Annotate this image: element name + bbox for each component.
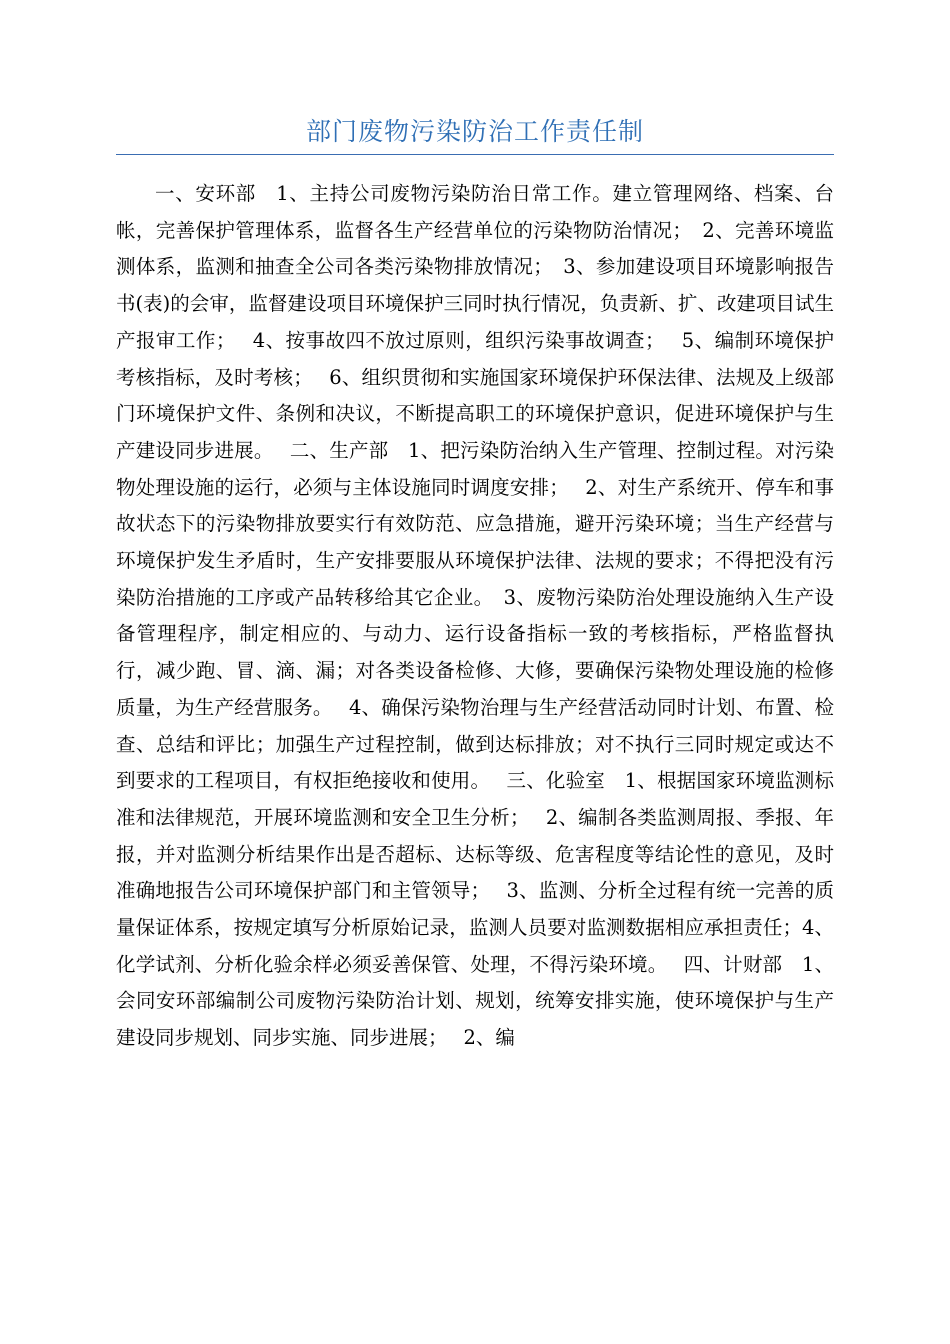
document-title: 部门废物污染防治工作责任制	[305, 117, 644, 146]
document-body-text: 一、安环部 1、主持公司废物污染防治日常工作。建立管理网络、档案、台帐，完善保护管理体系，监督各生产经营单位的污染物防治情况； 2、完善环境监测体系，监测和抽查全公司各类污染物排放情况； 3、参加建设项目环境影响报告书(表)的会审，监督建设项目环境保护三同时执行情况，负责新、扩、改建项目试生产报审工作； 4、按事故四不放过原则，组织污染事故调查； 5、编制环境保护考核指标，及时考核； 6、组织贯彻和实施国家环境保护环保法律、法规及上级部门环境保护文件、条例和决议，不断提高职工的环境保护意识，促进环境保护与生产建设同步进展。 二、生产部 1、把污染防治纳入生产管理、控制过程。对污染物处理设施的运行，必须与主体设施同时调度安排； 2、对生产系统开、停车和事故状态下的污染物排放要实行有效防范、应急措施，避开污染环境；当生产经营与环境保护发生矛盾时，生产安排要服从环境保护法律、法规的要求；不得把没有污染防治措施的工序或产品转移给其它企业。 3、废物污染防治处理设施纳入生产设备管理程序，制定相应的、与动力、运行设备指标一致的考核指标，严格监督执行，减少跑、冒、滴、漏；对各类设备检修、大修，要确保污染物处理设施的检修质量，为生产经营服务。 4、确保污染物治理与生产经营活动同时计划、布置、检查、总结和评比；加强生产过程控制，做到达标排放；对不执行三同时规定或达不到要求的工程项目，有权拒绝接收和使用。 三、化验室 1、根据国家环境监测标准和法律规范，开展环境监测和安全卫生分析； 2、编制各类监测周报、季报、年报，并对监测分析结果作出是否超标、达标等级、危害程度等结论性的意见，及时准确地报告公司环境保护部门和主管领导； 3、监测、分析全过程有统一完善的质量保证体系，按规定填写分析原始记录，监测人员要对监测数据相应承担责任；4、化学试剂、分析化验余样必须妥善保管、处理，不得污染环境。 四、计财部 1、会同安环部编制公司废物污染防治计划、规划，统筹安排实施，使环境保护与生产建设同步规划、同步实施、同步进展； 2、编	[116, 182, 834, 1050]
title-underline	[116, 154, 834, 155]
